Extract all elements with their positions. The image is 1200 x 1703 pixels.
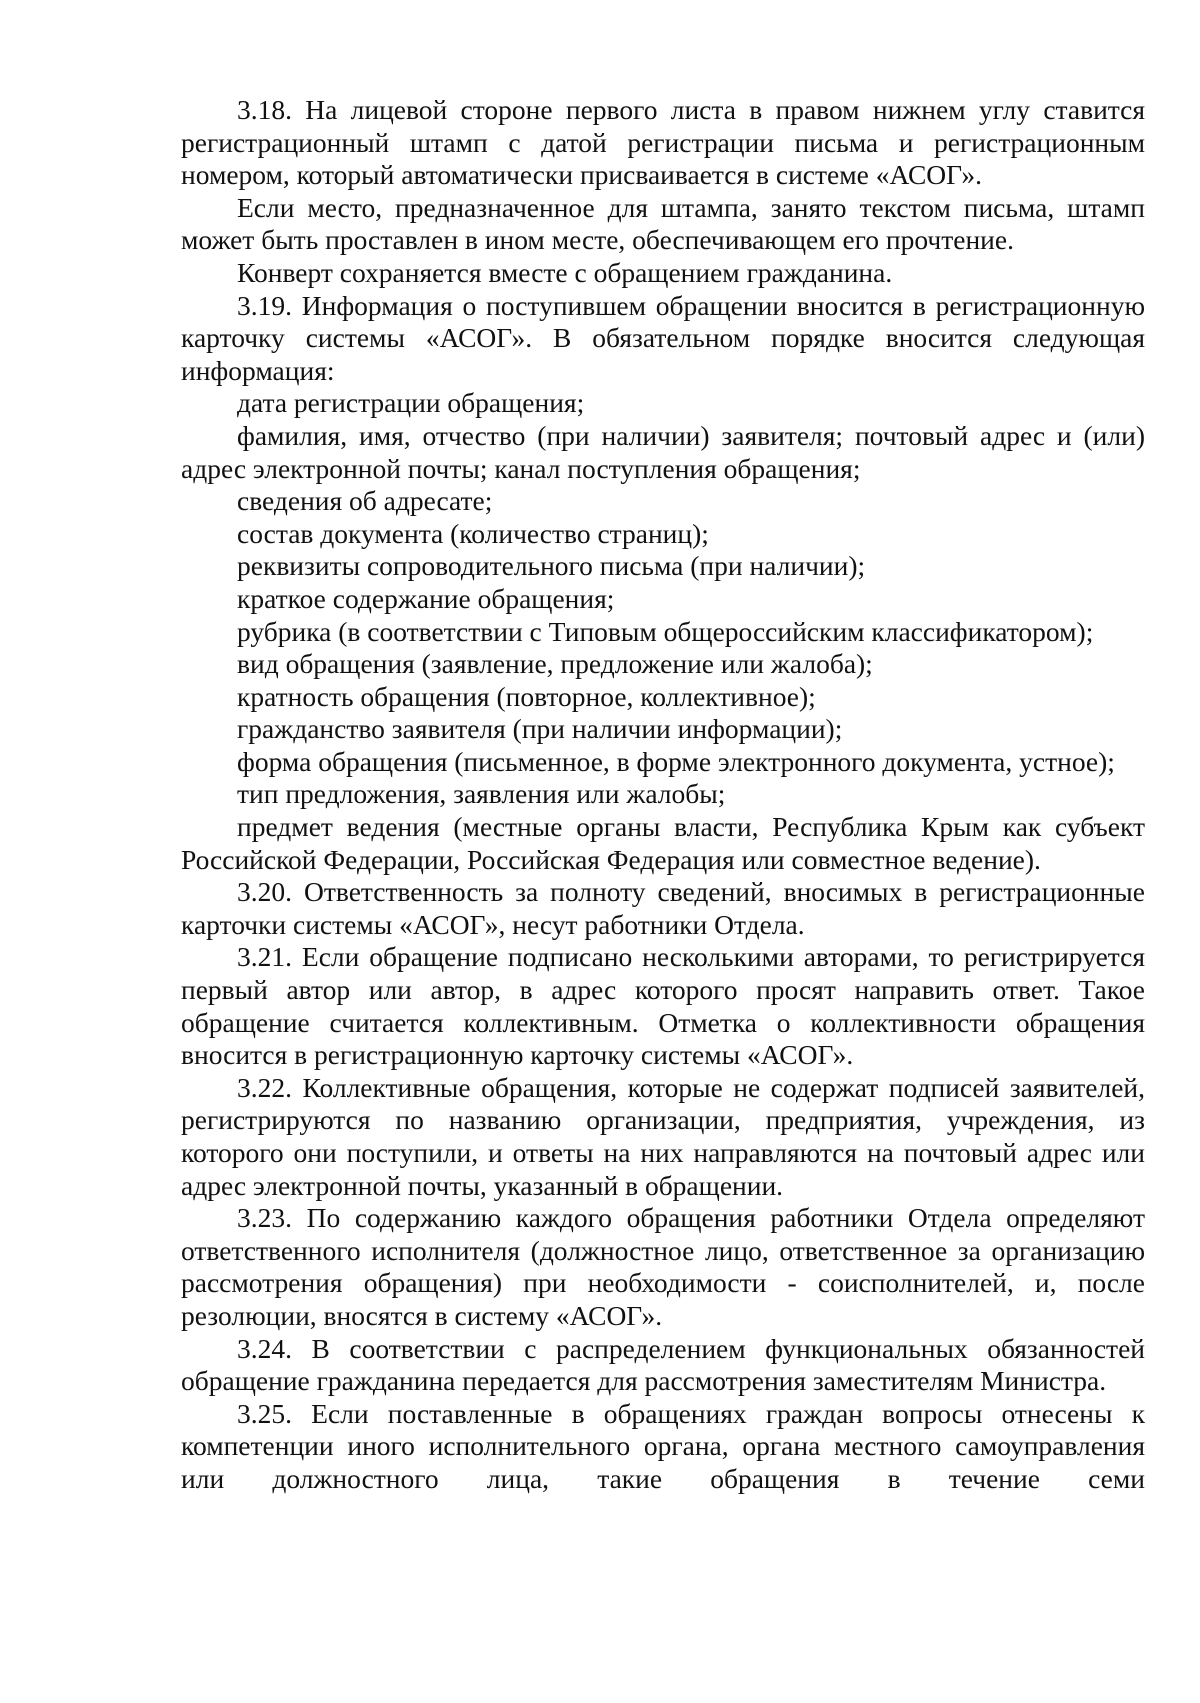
document-body	[181, 94, 1145, 1496]
list-item-cover-letter: реквизиты сопроводительного письма (при наличии);	[237, 550, 866, 582]
list-item-form: форма обращения (письменное, в форме электронного документа, устное);	[237, 745, 1115, 777]
paragraph-3-21: 3.21. Если обращение подписано несколькими авторами, то регистрируется первый автор или автор, в адрес которого просят направить ответ. Такое обращение считается коллективным. Отметка о коллективности обращения вносится в регистрационную карточку системы «АСОГ».	[181, 941, 1145, 1071]
paragraph-3-22: 3.22. Коллективные обращения, которые не содержат подписей заявителей, регистрируются по названию организации, предприятия, учреждения, из которого они поступили, и ответы на них направляются на почтовый адрес или адрес электронной почты, указанный в обращении.	[181, 1071, 1145, 1201]
list-item-appeal-type: вид обращения (заявление, предложение или жалоба);	[237, 648, 873, 680]
paragraph-3-20: 3.20. Ответственность за полноту сведений, вносимых в регистрационные карточки системы «АСОГ», несут работники Отдела.	[181, 876, 1145, 940]
paragraph-3-18: 3.18. На лицевой стороне первого листа в правом нижнем углу ставится регистрационный штамп с датой регистрации письма и регистрационным номером, который автоматически присваивается в системе «АСОГ».	[181, 94, 1145, 191]
list-item-rubric: рубрика (в соответствии с Типовым общероссийским классификатором);	[237, 615, 1094, 647]
list-item-addressee: сведения об адресате;	[237, 485, 493, 517]
paragraph-3-19: 3.19. Информация о поступившем обращении вносится в регистрационную карточку системы «АСОГ». В обязательном порядке вносится следующая информация:	[181, 289, 1145, 386]
list-item-registration-date: дата регистрации обращения;	[237, 387, 585, 419]
list-item-summary: краткое содержание обращения;	[237, 582, 615, 614]
list-item-jurisdiction: предмет ведения (местные органы власти, Республика Крым как субъект Российской Федерации, Российская Федерация или совместное ведение).	[181, 811, 1145, 875]
list-item-proposal-type: тип предложения, заявления или жалобы;	[237, 778, 726, 810]
list-item-composition: состав документа (количество страниц);	[237, 517, 709, 549]
list-item-multiplicity: кратность обращения (повторное, коллективное);	[237, 680, 816, 712]
paragraph-3-24: 3.24. В соответствии с распределением функциональных обязанностей обращение гражданина передается для рассмотрения заместителям Министра.	[181, 1332, 1145, 1397]
list-item-citizenship: гражданство заявителя (при наличии информации);	[237, 713, 843, 745]
paragraph-3-23: 3.23. По содержанию каждого обращения работники Отдела определяют ответственного исполнителя (должностное лицо, ответственное за организацию рассмотрения обращения) при необходимости - соисполнителей, и, после резолюции, вносятся в систему «АСОГ».	[181, 1202, 1145, 1331]
list-item-applicant-name: фамилия, имя, отчество (при наличии) заявителя; почтовый адрес и (или) адрес электронной почты; канал поступления обращения;	[181, 419, 1145, 484]
paragraph-stamp-placement: Если место, предназначенное для штампа, занято текстом письма, штамп может быть проставлен в ином месте, обеспечивающем его прочтение.	[181, 191, 1145, 256]
paragraph-3-25: 3.25. Если поставленные в обращениях граждан вопросы отнесены к компетенции иного исполнительного органа, органа местного самоуправления или должностного лица, такие обращения в течение семи	[181, 1397, 1145, 1494]
paragraph-envelope: Конверт сохраняется вместе с обращением гражданина.	[237, 256, 893, 288]
